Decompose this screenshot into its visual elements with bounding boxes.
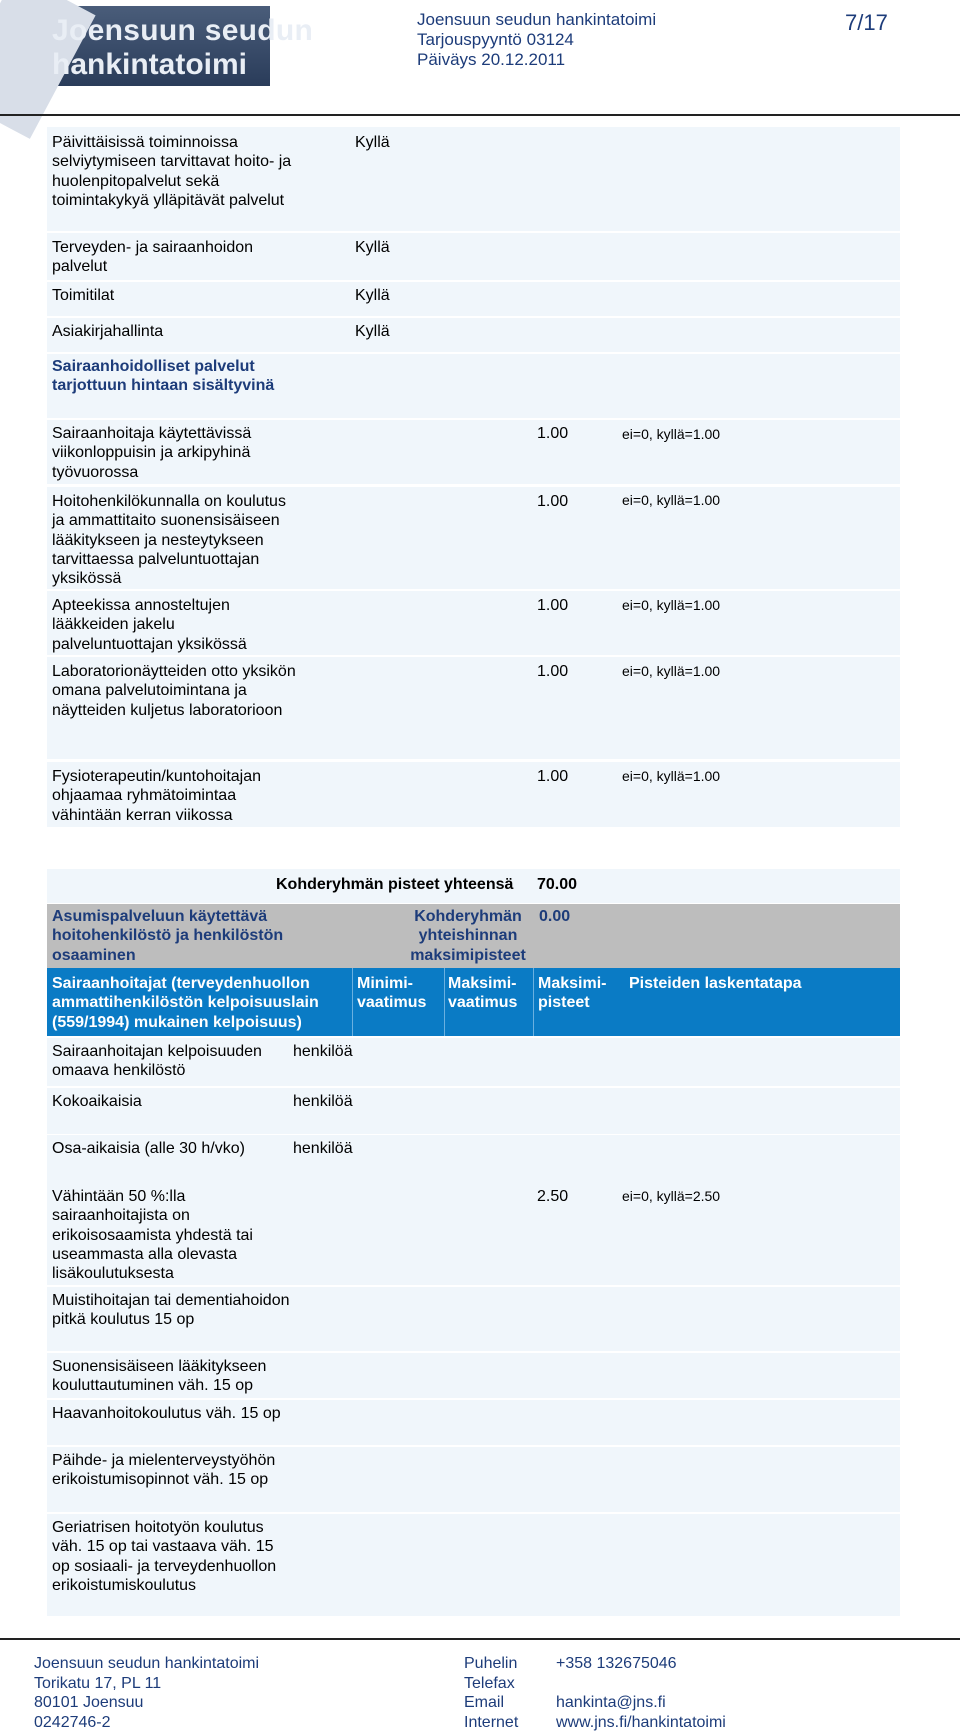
row-formula: ei=0, kyllä=1.00	[622, 597, 721, 613]
row-formula: ei=0, kyllä=1.00	[622, 768, 721, 784]
row-label: Toimitilat	[52, 287, 115, 304]
row-score: 1.00	[537, 663, 569, 680]
list-item	[47, 1400, 900, 1445]
footer-key-email: Email	[464, 1694, 505, 1712]
row-formula: ei=0, kyllä=1.00	[622, 492, 721, 508]
row-label: Päivittäisissä toiminnoissa selviytymiseen tarvittavat hoito- ja huolenpitopalvelut sekä toimintakykyä ylläpitävät palvelut	[52, 134, 292, 209]
table-row	[47, 1135, 900, 1183]
total-label: Kohderyhmän pisteet yhteensä	[276, 876, 514, 893]
row-value: Kyllä	[355, 287, 390, 304]
row-value: Kyllä	[355, 239, 390, 256]
course-label: Haavanhoitokoulutus väh. 15 op	[52, 1405, 281, 1422]
list-item	[47, 1447, 900, 1512]
group-label: Asumispalveluun käytettävä hoitohenkilöstö ja henkilöstön osaaminen	[52, 908, 284, 964]
footer-key-internet: Internet	[464, 1713, 519, 1731]
table-row	[47, 1088, 900, 1134]
row-label: Fysioterapeutin/kuntohoitajan ohjaamaa ryhmätoimintaa vähintään kerran viikossa	[52, 768, 262, 824]
table-row	[47, 233, 900, 280]
table-row	[47, 591, 900, 655]
footer-website-link[interactable]: www.jns.fi/hankintatoimi	[556, 1713, 726, 1731]
header-divider	[0, 114, 960, 116]
table-row	[47, 657, 900, 759]
footer-org: Joensuun seudun hankintatoimi	[34, 1655, 260, 1672]
group-max-label: Kohderyhmän yhteishinnan maksimipisteet	[410, 908, 526, 964]
header-info	[417, 10, 656, 70]
course-label: Päihde- ja mielenterveystyöhön erikoistumisopinnot väh. 15 op	[52, 1452, 276, 1489]
row-score: 1.00	[537, 597, 569, 614]
column-header-min: Minimi-vaatimus	[357, 975, 427, 1012]
row-label: Hoitohenkilökunnalla on koulutus ja ammattitaito suonensisäiseen lääkitykseen ja nesteytykseen tarvittaessa palveluntuottajan yksikössä	[52, 493, 286, 588]
footer-key-phone: Puhelin	[464, 1655, 518, 1672]
list-item	[47, 1353, 900, 1398]
row-label: Sairaanhoitaja käytettävissä viikonloppuisin ja arkipyhinä työvuorossa	[52, 425, 252, 481]
table-row	[47, 318, 900, 352]
total-row	[47, 869, 900, 903]
section-heading: Sairaanhoidolliset palvelut tarjottuun hintaan sisältyvinä	[52, 358, 275, 395]
row-label: Kokoaikaisia	[52, 1093, 142, 1110]
footer-fax	[556, 1674, 726, 1694]
table-row	[47, 762, 900, 827]
row-value: Kyllä	[355, 134, 390, 151]
list-item	[47, 1287, 900, 1351]
row-unit: henkilöä	[293, 1093, 353, 1110]
row-formula: ei=0, kyllä=1.00	[622, 663, 721, 679]
row-label: Terveyden- ja sairaanhoidon palvelut	[52, 239, 254, 276]
column-header-max: Maksimi-vaatimus	[448, 975, 518, 1012]
row-formula: ei=0, kyllä=2.50	[622, 1188, 721, 1204]
row-formula: ei=0, kyllä=1.00	[622, 426, 721, 442]
table-row	[47, 1038, 900, 1086]
row-score: 1.00	[537, 493, 569, 510]
table-row	[47, 1183, 900, 1285]
footer-city: 80101 Joensuu	[34, 1694, 144, 1712]
row-value: Kyllä	[355, 323, 390, 340]
row-unit: henkilöä	[293, 1043, 353, 1060]
row-label: Vähintään 50 %:lla sairaanhoitajista on erikoisosaamista yhdestä tai useammasta alla olevasta lisäkoulutuksesta	[52, 1188, 253, 1283]
column-header-criterion: Sairaanhoitajat (terveydenhuollon ammattihenkilöstön kelpoisuuslain (559/1994) mukainen kelpoisuus)	[52, 975, 319, 1031]
row-label: Asiakirjahallinta	[52, 323, 164, 340]
logo-text-line1: Joensuun seudun	[52, 14, 314, 47]
section-heading-row	[47, 354, 900, 418]
table-row	[47, 420, 900, 484]
footer-address	[34, 1654, 259, 1732]
header-date: Päiväys 20.12.2011	[417, 50, 566, 69]
column-header-maxpoints: Maksimi-pisteet	[538, 975, 607, 1012]
table-row	[47, 282, 900, 316]
row-label: Laboratorionäytteiden otto yksikön omana palvelutoimintana ja näytteiden kuljetus laboratorioon	[52, 663, 296, 719]
row-score: 2.50	[537, 1188, 569, 1205]
page-number: 7/17	[845, 10, 888, 35]
table-row	[47, 127, 900, 231]
course-label: Muistihoitajan tai dementiahoidon pitkä koulutus 15 op	[52, 1292, 290, 1329]
group-max-value: 0.00	[539, 908, 571, 925]
row-unit: henkilöä	[293, 1140, 353, 1157]
footer-street: Torikatu 17, PL 11	[34, 1674, 162, 1692]
course-label: Geriatrisen hoitotyön koulutus väh. 15 op tai vastaava väh. 15 op sosiaali- ja terveydenhuollon erikoistumiskoulutus	[52, 1519, 277, 1594]
footer-phone: +358 132675046	[556, 1655, 677, 1672]
organization-logo	[8, 6, 314, 86]
logo-text-line2: hankintatoimi	[52, 48, 248, 81]
footer-key-fax: Telefax	[464, 1674, 515, 1692]
column-header-method: Pisteiden laskentatapa	[629, 975, 802, 992]
list-item	[47, 1514, 900, 1616]
footer-email-link[interactable]: hankinta@jns.fi	[556, 1694, 666, 1712]
footer-contact-keys	[464, 1654, 518, 1732]
header-org: Joensuun seudun hankintatoimi	[417, 10, 657, 29]
table-row	[47, 487, 900, 589]
footer-business-id: 0242746-2	[34, 1713, 111, 1731]
column-separator	[444, 968, 445, 1036]
row-score: 1.00	[537, 425, 569, 442]
column-separator	[352, 968, 353, 1036]
header-ref: Tarjouspyyntö 03124	[417, 30, 574, 49]
total-value: 70.00	[537, 876, 578, 893]
row-label: Sairaanhoitajan kelpoisuuden omaava henkilöstö	[52, 1043, 262, 1080]
footer-divider	[0, 1638, 960, 1640]
column-header-row	[47, 968, 900, 1036]
course-label: Suonensisäiseen lääkitykseen kouluttautuminen väh. 15 op	[52, 1358, 267, 1395]
column-separator	[533, 968, 534, 1036]
row-score: 1.00	[537, 768, 569, 785]
row-label: Apteekissa annosteltujen lääkkeiden jakelu palveluntuottajan yksikössä	[52, 597, 247, 653]
row-label: Osa-aikaisia (alle 30 h/vko)	[52, 1140, 245, 1157]
group-header-row	[47, 904, 900, 968]
footer-contact-values	[556, 1654, 726, 1732]
